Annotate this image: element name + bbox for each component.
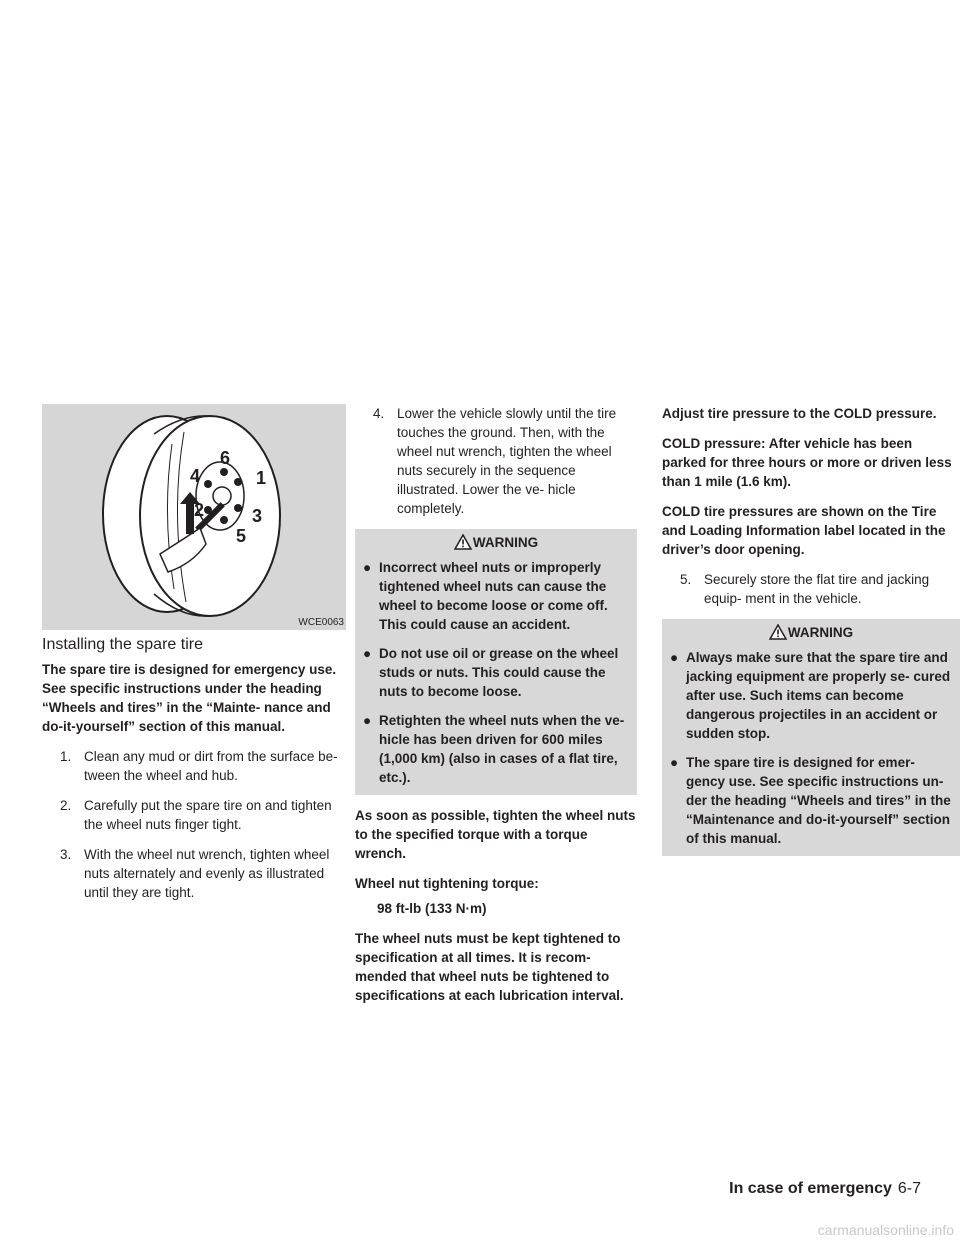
tire-illustration xyxy=(42,404,346,630)
torque-value: 98 ft-lb (133 N·m) xyxy=(377,901,487,916)
bullet-mark: ● xyxy=(363,560,372,575)
asap-paragraph: As soon as possible, tighten the wheel nuts to the specified torque with a torque wrench. xyxy=(355,808,636,861)
figure-code: WCE0063 xyxy=(298,617,344,628)
cold-label-paragraph: COLD tire pressures are shown on the Tire and Loading Information label located in the driver’s door opening. xyxy=(662,504,946,557)
footer-section-title: In case of emergency xyxy=(729,1180,892,1197)
step-number: 4. xyxy=(373,406,385,421)
nut-label-4: 4 xyxy=(190,466,201,486)
warning-text: Retighten the wheel nuts when the ve- hicle has been driven for 600 miles (1,000 km) (also in cases of a flat tire, etc.). xyxy=(379,713,625,785)
column-2 xyxy=(355,404,637,1016)
warning-title: WARNING xyxy=(472,535,539,550)
nut-label-2: 2 xyxy=(194,500,205,520)
warning-heading xyxy=(670,623,952,642)
warning-box xyxy=(355,529,637,795)
warning-item xyxy=(363,711,629,787)
wheel-nut-sequence-diagram xyxy=(42,404,346,630)
nut-label-1: 1 xyxy=(256,468,267,488)
step-text: Securely store the flat tire and jacking equip- ment in the vehicle. xyxy=(704,572,930,606)
torque-label: Wheel nut tightening torque: xyxy=(355,876,539,891)
nut-label-6: 6 xyxy=(220,448,231,468)
bullet-mark: ● xyxy=(363,713,372,728)
warning-item xyxy=(670,648,952,743)
step-text: Carefully put the spare tire on and tighten the wheel nuts finger tight. xyxy=(84,798,332,832)
step-number: 1. xyxy=(60,749,72,764)
bullet-mark: ● xyxy=(670,650,679,665)
intro-paragraph: The spare tire is designed for emergency use. See specific instructions under the heading “Wheels and tires” in the “Mainte- nance and do-it-yourself” section of this manual. xyxy=(42,662,337,734)
cold-pressure-paragraph: COLD pressure: After vehicle has been parked for three hours or more or driven less than 1 mile (1.6 km). xyxy=(662,436,952,489)
bullet-mark: ● xyxy=(670,755,679,770)
step-text: Lower the vehicle slowly until the tire touches the ground. Then, with the wheel nut wrench, tighten the wheel nuts securely in the sequence illustrated. Lower the ve- hicle completely. xyxy=(397,406,617,516)
warning-item xyxy=(670,753,952,848)
warning-heading xyxy=(363,533,629,552)
warning-triangle-icon xyxy=(769,624,787,640)
warning-box xyxy=(662,619,960,856)
warning-title: WARNING xyxy=(787,625,854,640)
step-text: Clean any mud or dirt from the surface be- tween the wheel and hub. xyxy=(84,749,338,783)
step-number: 2. xyxy=(60,798,72,813)
step-5 xyxy=(680,570,960,608)
kept-paragraph: The wheel nuts must be kept tightened to specification at all times. It is recom- mended that wheel nuts be tightened to specifications at each lubrication interval. xyxy=(355,931,624,1003)
warning-text: Always make sure that the spare tire and jacking equipment are properly se- cured after use. Such items can become dangerous projectiles in an accident or sudden stop. xyxy=(686,650,951,741)
page-number: 6-7 xyxy=(897,1180,921,1197)
step-number: 3. xyxy=(60,847,72,862)
step-2 xyxy=(60,796,346,834)
warning-text: Do not use oil or grease on the wheel studs or nuts. This could cause the nuts to become loose. xyxy=(379,646,619,699)
warning-item xyxy=(363,558,629,634)
watermark: carmanualsonline.info xyxy=(817,1222,954,1238)
page-footer xyxy=(729,1180,921,1198)
adjust-paragraph: Adjust tire pressure to the COLD pressure. xyxy=(662,406,937,421)
column-3 xyxy=(662,404,960,867)
step-text: With the wheel nut wrench, tighten wheel nuts alternately and evenly as illustrated until they are tight. xyxy=(84,847,330,900)
step-3 xyxy=(60,845,346,902)
warning-text: The spare tire is designed for emer- gency use. See specific instructions un- der the heading “Wheels and tires” in the “Maintenance and do-it-yourself” section of this manual. xyxy=(686,755,951,846)
warning-triangle-icon xyxy=(454,534,472,550)
nut-label-5: 5 xyxy=(236,526,247,546)
warning-text: Incorrect wheel nuts or improperly tightened wheel nuts can cause the wheel to become loose or come off. This could cause an accident. xyxy=(379,560,608,632)
step-4 xyxy=(373,404,637,518)
warning-item xyxy=(363,644,629,701)
bullet-mark: ● xyxy=(363,646,372,661)
step-number: 5. xyxy=(680,572,692,587)
section-title: Installing the spare tire xyxy=(42,636,203,653)
column-1 xyxy=(42,660,346,913)
nut-label-3: 3 xyxy=(252,506,263,526)
step-1 xyxy=(60,747,346,785)
